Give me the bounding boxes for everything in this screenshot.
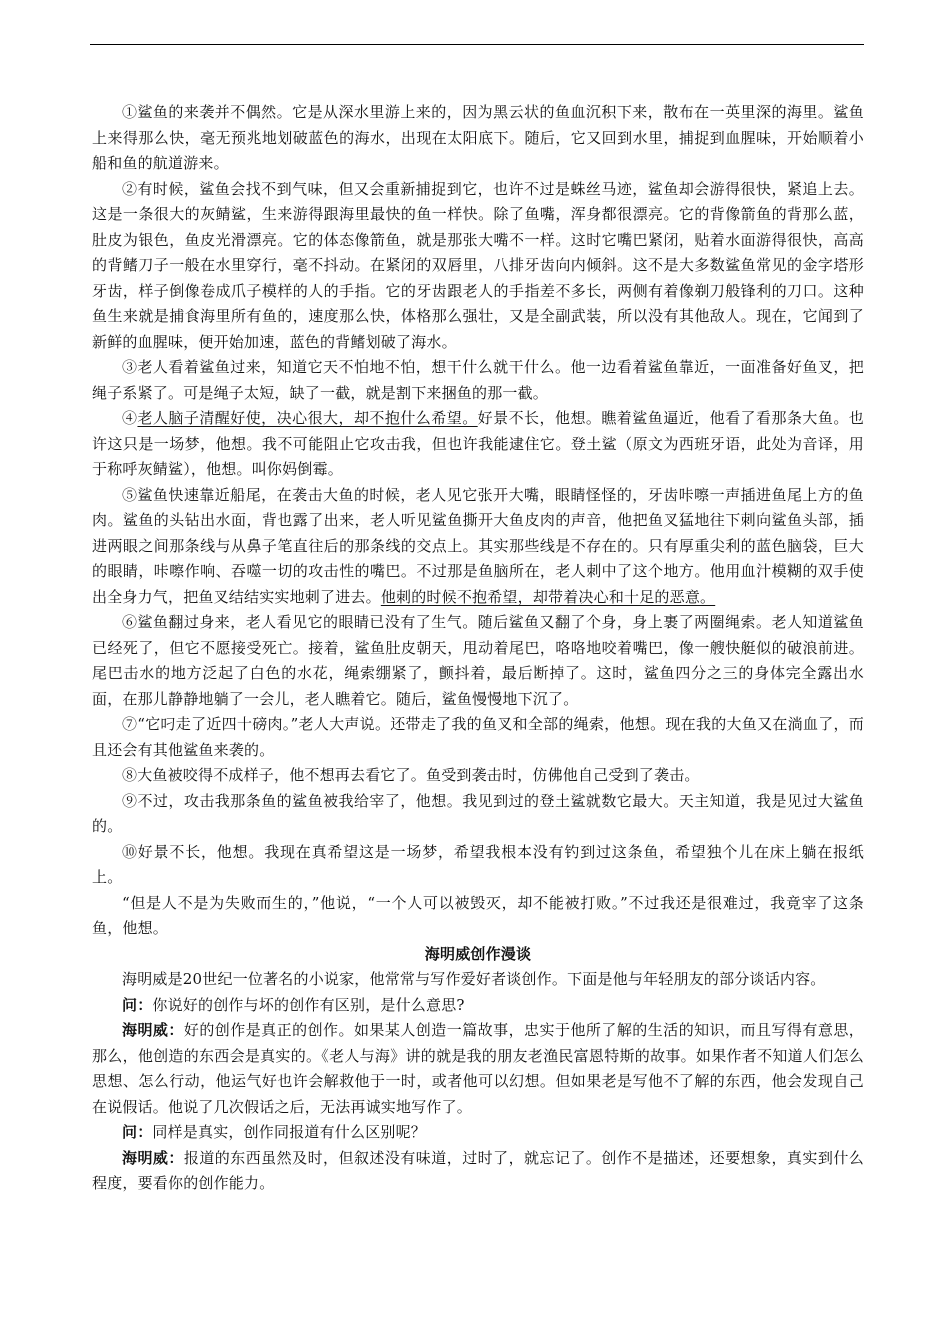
paragraph-5-main: ⑤鲨鱼快速靠近船尾，在袭击大鱼的时候，老人见它张开大嘴，眼睛怪怪的，牙齿咔嚓一声插进鱼尾上方的鱼肉。鲨鱼的头钻出水面，背也露了出来，老人听见鲨鱼撕开大鱼皮肉的声音，他把鱼叉猛地往下刺向鲨鱼头部，插进两眼之间那条线与从鼻子笔直往后的那条线的交点上。其实那些线是不存在的。只有厚重尖利的蓝色脑袋，巨大的眼睛，咔嚓作响、吞噬一切的攻击性的嘴巴。不过那是鱼脑所在，老人刺中了这个地方。他用血汁模糊的双手使出全身力气，把鱼叉结结实实地刺了进去。 xyxy=(92,485,864,606)
question-label: 问： xyxy=(122,995,153,1014)
paragraph-9: ⑨不过，攻击我那条鱼的鲨鱼被我给宰了，他想。我见到过的登土鲨就数它最大。天主知道，我是见过大鲨鱼的。 xyxy=(92,791,864,835)
section-title: 海明威创作漫谈 xyxy=(424,944,532,963)
paragraph-2: ②有时候，鲨鱼会找不到气味，但又会重新捕捉到它，也许不过是蛛丝马迹，鲨鱼却会游得很快，紧追上去。这是一条很大的灰鲭鲨，生来游得跟海里最快的鱼一样快。除了鱼嘴，浑身都很漂亮。它的背像箭鱼的背那么蓝，肚皮为银色，鱼皮光滑漂亮。它的体态像箭鱼，就是那张大嘴不一样。这时它嘴巴紧闭，贴着水面游得很快，高高的背鳍刀子一般在水里穿行，毫不抖动。在紧闭的双唇里，八排牙齿向内倾斜。这不是大多数鲨鱼常见的金字塔形牙齿，样子倒像卷成爪子模样的人的手指。它的牙齿跟老人的手指差不多长，两侧有着像剃刀般锋利的刀口。这种鱼生来就是捕食海里所有鱼的，速度那么快，体格那么强壮，又是全副武装，所以没有其他敌人。现在，它闻到了新鲜的血腥味，便开始加速，蓝色的背鳍划破了海水。 xyxy=(92,179,864,351)
question-label: 问： xyxy=(122,1123,153,1141)
paragraph-8: ⑧大鱼被咬得不成样子，他不想再去看它了。鱼受到袭击时，仿佛他自己受到了袭击。 xyxy=(122,766,700,784)
paragraph-4-rest: 好景不长，他想。瞧着鲨鱼逼近，他看了看那条大鱼。也许这只是一场梦，他想。我不可能阻止它攻击我，但也许我能逮住它。登土鲨（原文为西班牙语，此处为音译，用于称呼灰鲭鲨），他想。叫你妈倒霉。 xyxy=(92,409,864,478)
answer-text: 好的创作是真正的创作。如果某人创造一篇故事，忠实于他所了解的生活的知识，而且写得有意思，那么，他创造的东西会是真实的。《老人与海》讲的就是我的朋友老渔民富恩特斯的故事。如果作者不知道人们怎么思想、怎么行动，他运气好也许会解救他于一时，或者他可以幻想。但如果老是写他不了解的东西，他会发现自己在说假话。他说了几次假话之后，无法再诚实地写作了。 xyxy=(92,1021,864,1116)
answer-text: 报道的东西虽然及时，但叙述没有味道，过时了，就忘记了。创作不是描述，还要想象，真实到什么程度，要看你的创作能力。 xyxy=(92,1148,864,1192)
document-body xyxy=(92,100,864,1197)
paragraph-10: ⑩好景不长，他想。我现在真希望这是一场梦，希望我根本没有钓到过这条鱼，希望独个儿在床上躺在报纸上。 xyxy=(92,842,864,886)
paragraph-7: ⑦“它叼走了近四十磅肉。”老人大声说。还带走了我的鱼叉和全部的绳索，他想。现在我的大鱼又在淌血了，而且还会有其他鲨鱼来袭的。 xyxy=(92,715,864,759)
qa-answer-2 xyxy=(92,1146,864,1197)
answer-label: 海明威： xyxy=(122,1148,184,1167)
qa-answer-1 xyxy=(92,1018,864,1120)
paragraph-1: ①鲨鱼的来袭并不偶然。它是从深水里游上来的，因为黑云状的鱼血沉积下来，散布在一英里深的海里。鲨鱼上来得那么快，毫无预兆地划破蓝色的海水，出现在太阳底下。随后，它又回到水里，捕捉到血腥味，开始顺着小船和鱼的航道游来。 xyxy=(92,103,864,172)
qa-question-2 xyxy=(92,1120,864,1146)
question-text: 你说好的创作与坏的创作有区别，是什么意思? xyxy=(152,995,465,1014)
question-text: 同样是真实，创作同报道有什么区别呢？ xyxy=(152,1123,427,1141)
paragraph-4 xyxy=(92,406,864,483)
answer-label: 海明威： xyxy=(122,1021,184,1039)
paragraph-6: ⑥鲨鱼翻过身来，老人看见它的眼睛已没有了生气。随后鲨鱼又翻了个身，身上裹了两圈绳索。老人知道鲨鱼已经死了，但它不愿接受死亡。接着，鲨鱼肚皮朝天，甩动着尾巴，咯咯地咬着嘴巴，像一艘快艇似的破浪前进。尾巴击水的地方泛起了白色的水花，绳索绷紧了，颤抖着，最后断掉了。这时，鲨鱼四分之三的身体完全露出水面，在那儿静静地躺了一会儿，老人瞧着它。随后，鲨鱼慢慢地下沉了。 xyxy=(92,613,864,708)
paragraph-5-underlined-sentence: 他刺的时候不抱希望，却带着决心和十足的恶意。 xyxy=(380,587,716,606)
paragraph-3: ③老人看着鲨鱼过来，知道它天不怕地不怕，想干什么就干什么。他一边看着鲨鱼靠近，一面准备好鱼叉，把绳子系紧了。可是绳子太短，缺了一截，就是割下来捆鱼的那一截。 xyxy=(92,358,864,402)
header-rule xyxy=(90,44,864,45)
paragraph-4-underlined-sentence: 老人脑子清醒好使，决心很大，却不抱什么希望。 xyxy=(137,409,478,427)
paragraph-5 xyxy=(92,483,864,611)
qa-question-1 xyxy=(92,993,864,1019)
section-intro: 海明威是20世纪一位著名的小说家，他常常与写作爱好者谈创作。下面是他与年轻朋友的部分谈话内容。 xyxy=(122,970,826,988)
paragraph-11: “但是人不是为失败而生的，”他说，“一个人可以被毁灭，却不能被打败。”不过我还是很难过，我竟宰了这条鱼，他想。 xyxy=(92,893,864,937)
paragraph-4-number: ④ xyxy=(122,409,138,427)
